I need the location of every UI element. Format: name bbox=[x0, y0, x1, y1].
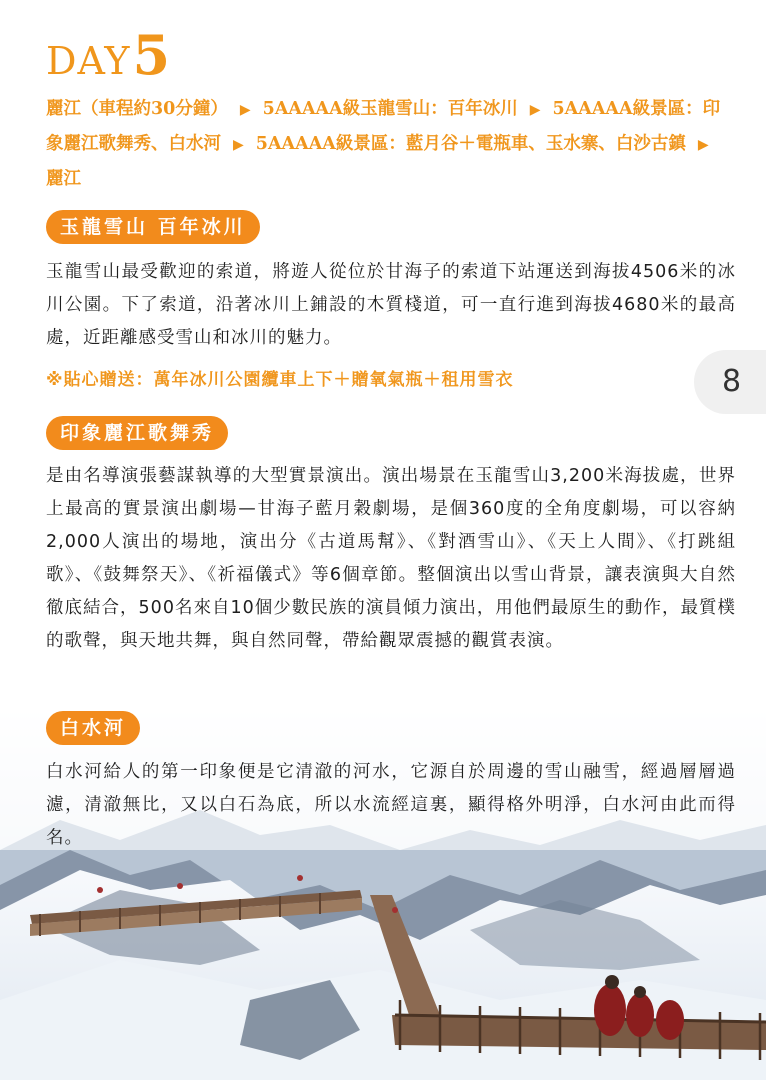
day-number: 5 bbox=[132, 23, 171, 87]
route-stop: 5AAAAA級景區：藍月谷＋電瓶車、玉水寨、白沙古鎮 bbox=[255, 134, 686, 154]
day-word: DAY bbox=[46, 39, 131, 83]
gift-tip: ※貼心贈送：萬年冰川公園纜車上下＋贈氧氣瓶＋租用雪衣 bbox=[46, 370, 514, 390]
section-text-glacier: 玉龍雪山最受歡迎的索道，將遊人從位於甘海子的索道下站運送到海拔4506米的冰川公園。下了索道，沿著冰川上鋪設的木質棧道，可一直行進到海拔4680米的最高處，近距離感受雪山和冰川的魅力。 bbox=[46, 262, 736, 348]
route-stop: 5AAAAA級玉龍雪山：百年冰川 bbox=[262, 99, 518, 119]
route-stop: 麗江 bbox=[46, 169, 81, 189]
route-arrow-icon: ▶ bbox=[239, 102, 251, 118]
route-arrow-icon: ▶ bbox=[529, 102, 541, 118]
route-stop: 麗江（車程約30分鐘） bbox=[46, 99, 228, 119]
section-title-glacier: 玉龍雪山 百年冰川 bbox=[46, 210, 260, 244]
route-arrow-icon: ▶ bbox=[233, 137, 244, 153]
itinerary-route bbox=[46, 92, 736, 196]
section-title-river: 白水河 bbox=[46, 711, 140, 745]
route-arrow-icon: ▶ bbox=[697, 137, 709, 153]
page-number-tab bbox=[694, 350, 766, 414]
section-text-show: 是由名導演張藝謀執導的大型實景演出。演出場景在玉龍雪山3,200米海拔處，世界上最高的實景演出劇場—甘海子藍月穀劇場，是個360度的全角度劇場，可以容納2,000人演出的場地，演出分《古道馬幫》、《對酒雪山》、《天上人間》、《打跳組歌》、《鼓舞祭天》、《祈福儀式》等6個章節。整個演出以雪山背景，讓表演與大自然徹底結合，500名來自10個少數民族的演員傾力演出，用他們最原生的動作，最質樸的歌聲，與天地共舞，與自然同聲，帶給觀眾震撼的觀賞表演。 bbox=[46, 466, 736, 651]
route-stop: 5AAAAA級景區：印象麗江歌舞秀、白水河 bbox=[46, 99, 721, 154]
section-text-river: 白水河給人的第一印象便是它清澈的河水，它源自於周邊的雪山融雪，經過層層過濾，清澈無比，又以白石為底，所以水流經這裏，顯得格外明淨，白水河由此而得名。 bbox=[46, 762, 736, 848]
day-title bbox=[46, 23, 171, 87]
section-title-show: 印象麗江歌舞秀 bbox=[46, 416, 228, 450]
page-number: 8 bbox=[722, 364, 742, 399]
